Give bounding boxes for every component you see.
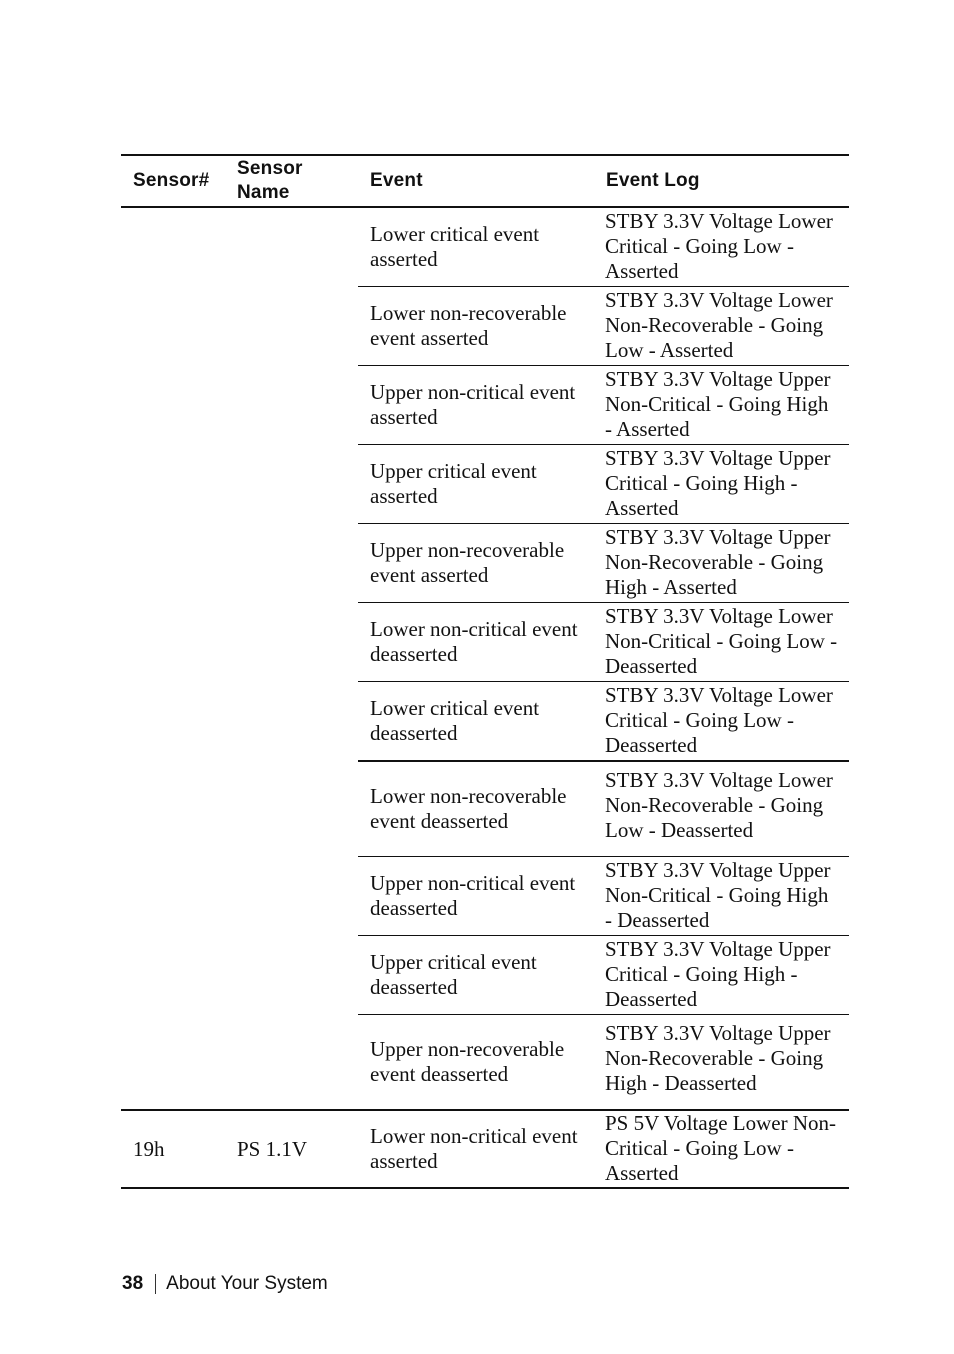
sensor-name-cell: [225, 445, 358, 524]
sensor-name-cell: [225, 761, 358, 857]
header-event: Event: [358, 155, 594, 207]
sensor-name-cell: [225, 603, 358, 682]
sensor-event-table-container: [121, 154, 849, 1189]
sensor-name-cell: [225, 857, 358, 936]
event-log-cell: STBY 3.3V Voltage Lower Non-Critical - Going Low - Deasserted: [594, 603, 849, 682]
sensor-name-cell: [225, 366, 358, 445]
sensor-name-cell: [225, 207, 358, 287]
event-log-cell: STBY 3.3V Voltage Lower Non-Recoverable - Going Low - Deasserted: [594, 761, 849, 857]
sensor-number-cell: [121, 1015, 225, 1111]
table-row: [121, 524, 849, 603]
sensor-number-cell: [121, 445, 225, 524]
table-row: [121, 603, 849, 682]
table-row: [121, 366, 849, 445]
table-row: [121, 857, 849, 936]
table-row: [121, 1015, 849, 1111]
table-row: [121, 936, 849, 1015]
sensor-number-cell: [121, 524, 225, 603]
table-row: [121, 287, 849, 366]
sensor-number-cell: [121, 366, 225, 445]
event-log-cell: STBY 3.3V Voltage Upper Critical - Going High - Asserted: [594, 445, 849, 524]
sensor-name-cell: [225, 287, 358, 366]
sensor-name-cell: [225, 682, 358, 762]
event-cell: Upper critical event asserted: [358, 445, 594, 524]
sensor-number-cell: [121, 761, 225, 857]
sensor-name-cell: PS 1.1V: [225, 1110, 358, 1188]
header-event-log: Event Log: [594, 155, 849, 207]
event-cell: Upper non-recoverable event asserted: [358, 524, 594, 603]
event-log-cell: STBY 3.3V Voltage Lower Non-Recoverable - Going Low - Asserted: [594, 287, 849, 366]
section-title: About Your System: [166, 1273, 328, 1294]
footer-separator: [155, 1274, 156, 1294]
event-log-cell: STBY 3.3V Voltage Upper Non-Recoverable - Going High - Deasserted: [594, 1015, 849, 1111]
sensor-name-cell: [225, 524, 358, 603]
event-log-cell: STBY 3.3V Voltage Upper Non-Critical - Going High - Asserted: [594, 366, 849, 445]
table-header-row: [121, 155, 849, 207]
sensor-number-cell: 19h: [121, 1110, 225, 1188]
event-log-cell: STBY 3.3V Voltage Upper Non-Recoverable - Going High - Asserted: [594, 524, 849, 603]
event-cell: Lower critical event deasserted: [358, 682, 594, 762]
sensor-number-cell: [121, 936, 225, 1015]
page-number: 38: [122, 1273, 144, 1294]
table-row: [121, 1110, 849, 1188]
sensor-number-cell: [121, 603, 225, 682]
event-cell: Upper non-critical event asserted: [358, 366, 594, 445]
event-log-cell: STBY 3.3V Voltage Upper Critical - Going High - Deasserted: [594, 936, 849, 1015]
event-cell: Lower non-critical event asserted: [358, 1110, 594, 1188]
sensor-name-cell: [225, 1015, 358, 1111]
sensor-event-table: [121, 154, 849, 1189]
event-cell: Lower critical event asserted: [358, 207, 594, 287]
sensor-number-cell: [121, 207, 225, 287]
table-row: [121, 682, 849, 762]
event-cell: Upper critical event deasserted: [358, 936, 594, 1015]
event-cell: Lower non-recoverable event asserted: [358, 287, 594, 366]
event-log-cell: PS 5V Voltage Lower Non-Critical - Going Low - Asserted: [594, 1110, 849, 1188]
sensor-name-cell: [225, 936, 358, 1015]
table-row: [121, 207, 849, 287]
event-cell: Upper non-critical event deasserted: [358, 857, 594, 936]
event-log-cell: STBY 3.3V Voltage Lower Critical - Going Low - Asserted: [594, 207, 849, 287]
table-row: [121, 445, 849, 524]
event-cell: Lower non-critical event deasserted: [358, 603, 594, 682]
event-cell: Upper non-recoverable event deasserted: [358, 1015, 594, 1111]
sensor-number-cell: [121, 857, 225, 936]
page-footer: [122, 1272, 328, 1296]
event-log-cell: STBY 3.3V Voltage Upper Non-Critical - Going High - Deasserted: [594, 857, 849, 936]
sensor-number-cell: [121, 682, 225, 762]
header-sensor-number: Sensor#: [121, 155, 225, 207]
table-row: [121, 761, 849, 857]
header-sensor-name: Sensor Name: [225, 155, 358, 207]
sensor-number-cell: [121, 287, 225, 366]
event-log-cell: STBY 3.3V Voltage Lower Critical - Going Low - Deasserted: [594, 682, 849, 762]
event-cell: Lower non-recoverable event deasserted: [358, 761, 594, 857]
